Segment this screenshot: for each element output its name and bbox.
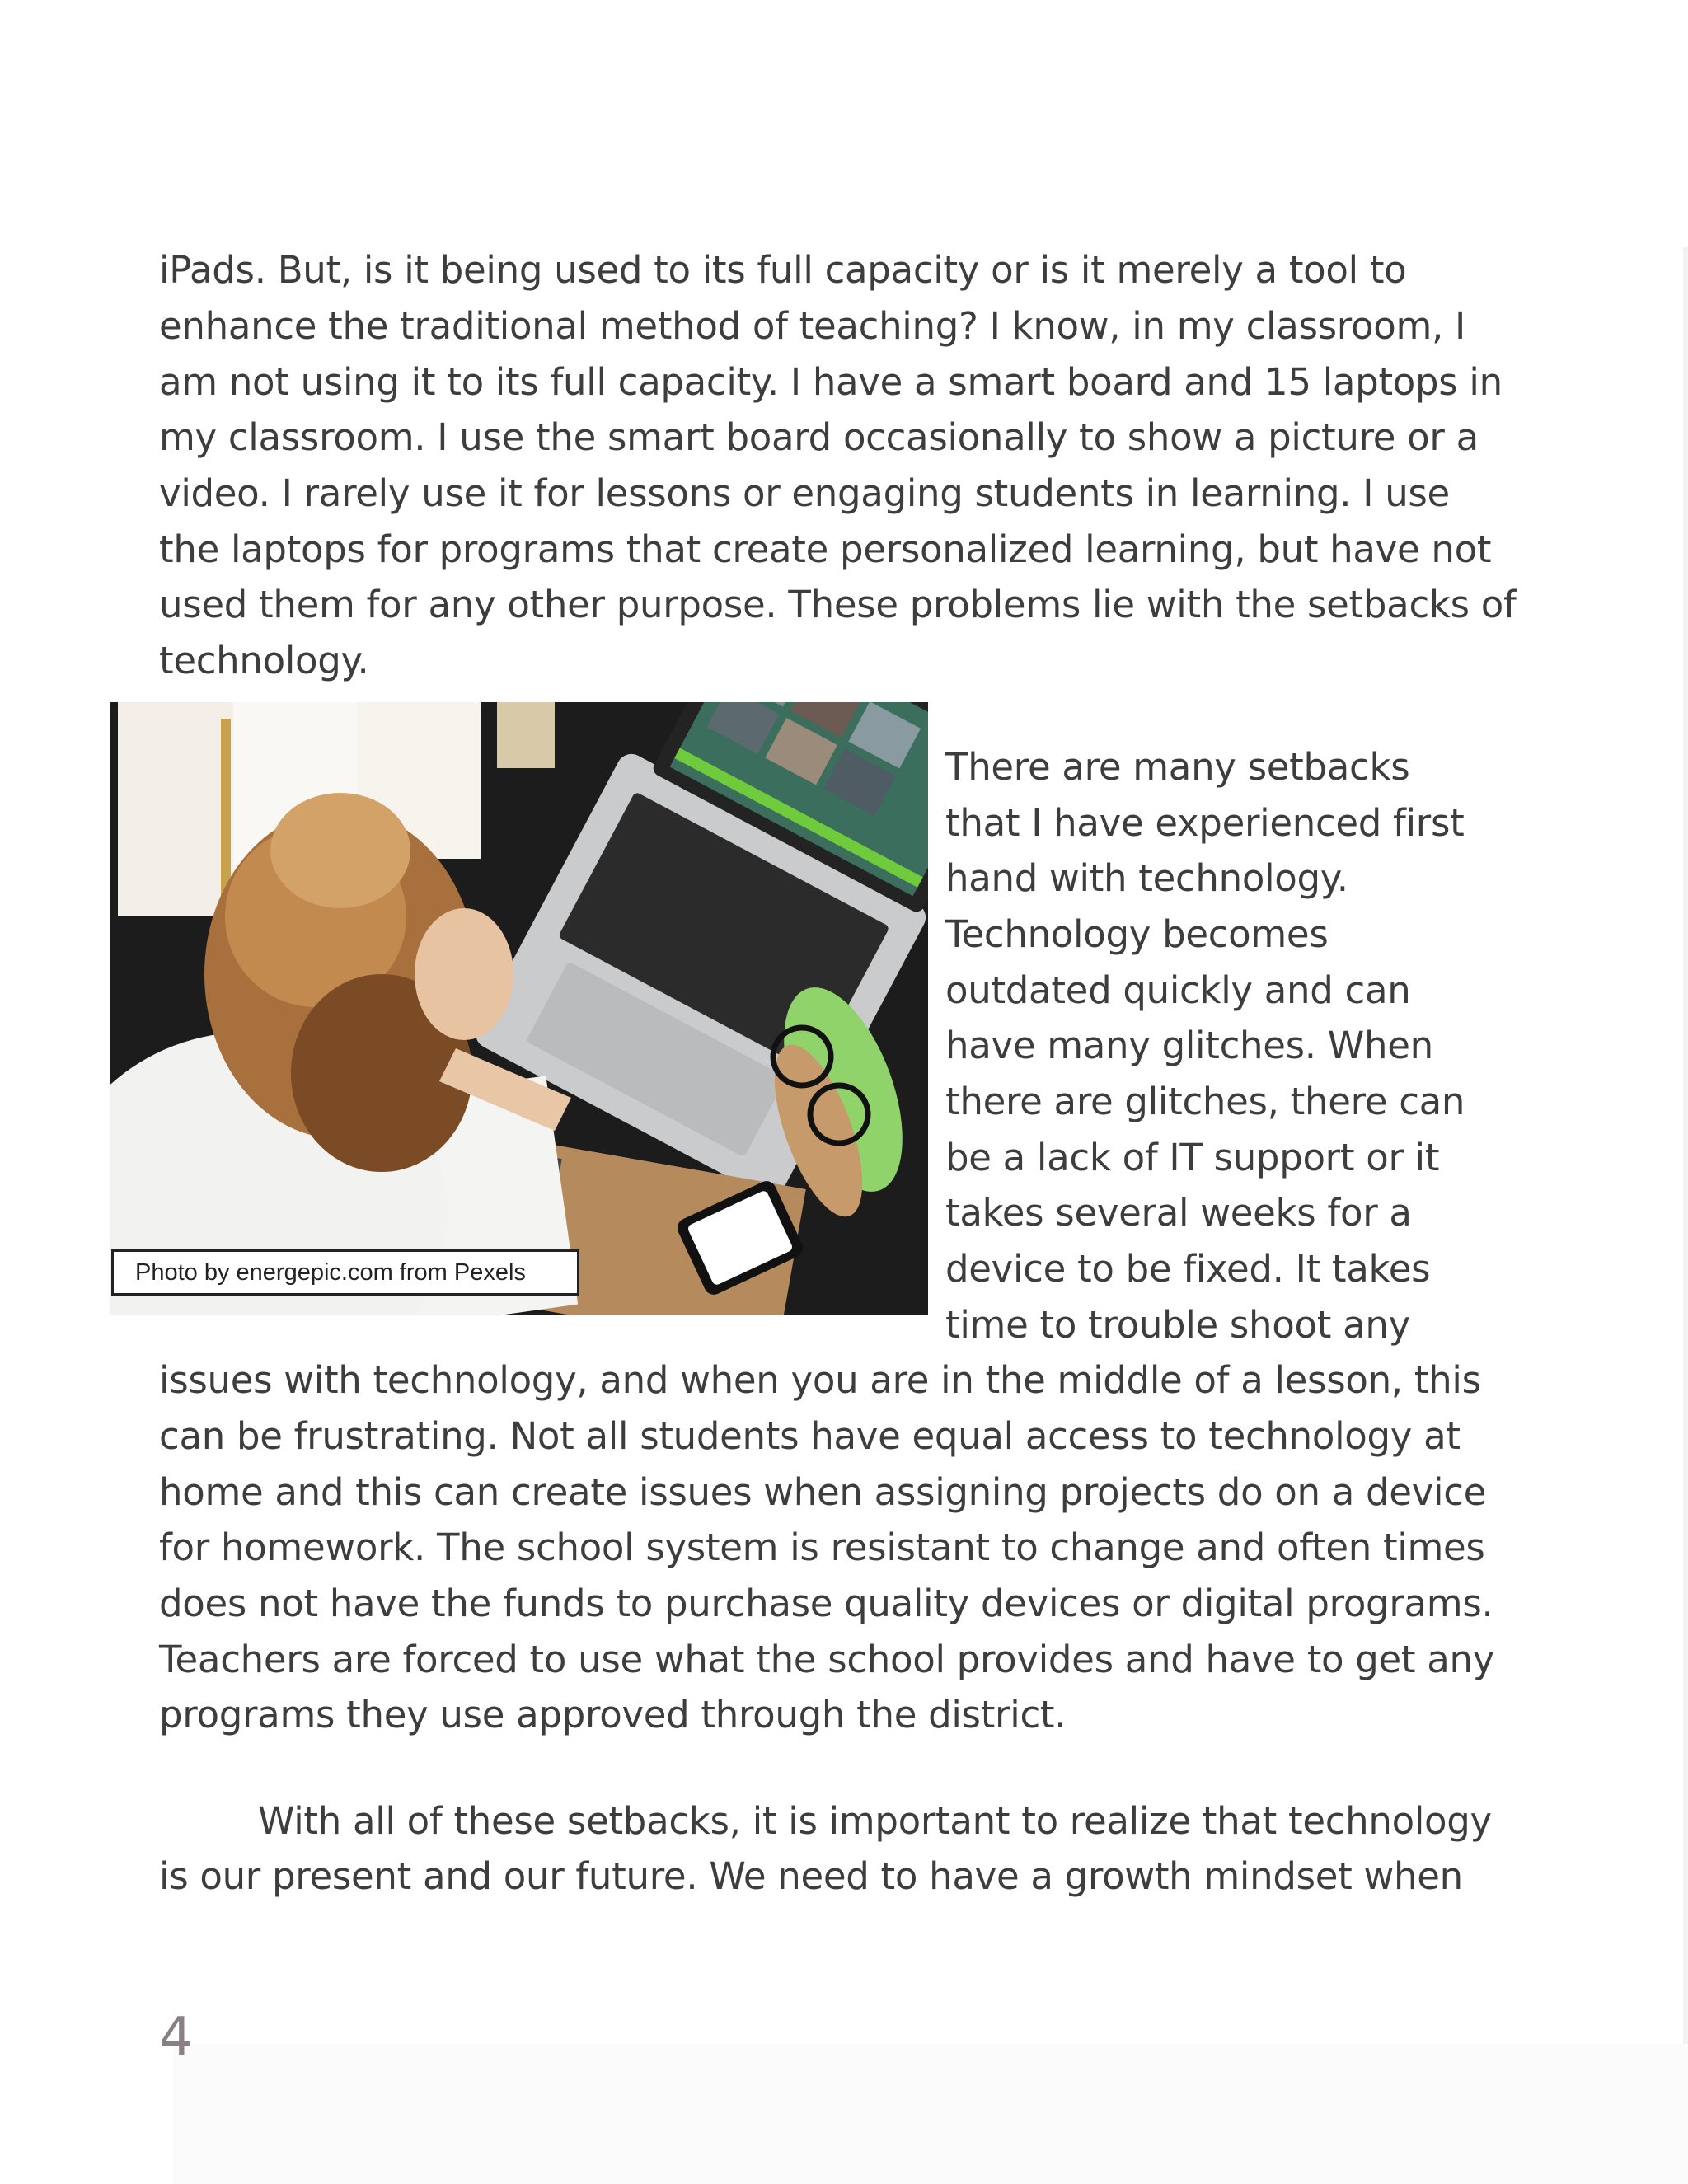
text-line: that I have experienced first [945, 801, 1465, 845]
text-line: technology. [159, 639, 369, 682]
text-line: video. I rarely use it for lessons or engaging students in learning. I use [159, 471, 1450, 515]
text-line: takes several weeks for a [945, 1191, 1412, 1235]
text-line: there are glitches, there can [945, 1080, 1465, 1123]
text-line: programs they use approved through the district. [159, 1693, 1067, 1736]
text-line: There are many setbacks [945, 745, 1410, 789]
text-line: does not have the funds to purchase quality devices or digital programs. [159, 1582, 1493, 1625]
text-line: be a lack of IT support or it [945, 1136, 1440, 1179]
photo-credit-caption: Photo by energepic.com from Pexels [111, 1249, 579, 1296]
text-line: the laptops for programs that create personalized learning, but have not [159, 527, 1492, 571]
text-line: Teachers are forced to use what the school provides and have to get any [159, 1638, 1495, 1681]
text-line: issues with technology, and when you are in the middle of a lesson, this [159, 1358, 1481, 1402]
text-line: my classroom. I use the smart board occasionally to show a picture or a [159, 415, 1479, 459]
text-line: enhance the traditional method of teaching? I know, in my classroom, I [159, 304, 1465, 348]
page-number: 4 [159, 2007, 193, 2068]
text-line: iPads. But, is it being used to its full capacity or is it merely a tool to [159, 248, 1407, 292]
page-footer-shade [173, 2044, 1688, 2184]
text-line: for homework. The school system is resistant to change and often times [159, 1526, 1485, 1569]
photo-illustration [110, 702, 928, 1315]
text-line: outdated quickly and can [945, 968, 1411, 1012]
text-line: Technology becomes [945, 912, 1329, 956]
text-line: can be frustrating. Not all students have equal access to technology at [159, 1414, 1461, 1458]
text-line: hand with technology. [945, 856, 1348, 900]
text-line: With all of these setbacks, it is important to realize that technology [258, 1799, 1492, 1843]
text-line: device to be fixed. It takes [945, 1247, 1431, 1291]
text-line: time to trouble shoot any [945, 1303, 1410, 1347]
stressed-teacher-photo [110, 702, 928, 1315]
text-line: have many glitches. When [945, 1024, 1433, 1067]
text-line: used them for any other purpose. These problems lie with the setbacks of [159, 583, 1517, 626]
page-edge-shade [1683, 247, 1688, 2184]
text-line: is our present and our future. We need to have a growth mindset when [159, 1854, 1463, 1898]
text-line: am not using it to its full capacity. I have a smart board and 15 laptops in [159, 360, 1503, 404]
text-line: home and this can create issues when assigning projects do on a device [159, 1470, 1487, 1514]
